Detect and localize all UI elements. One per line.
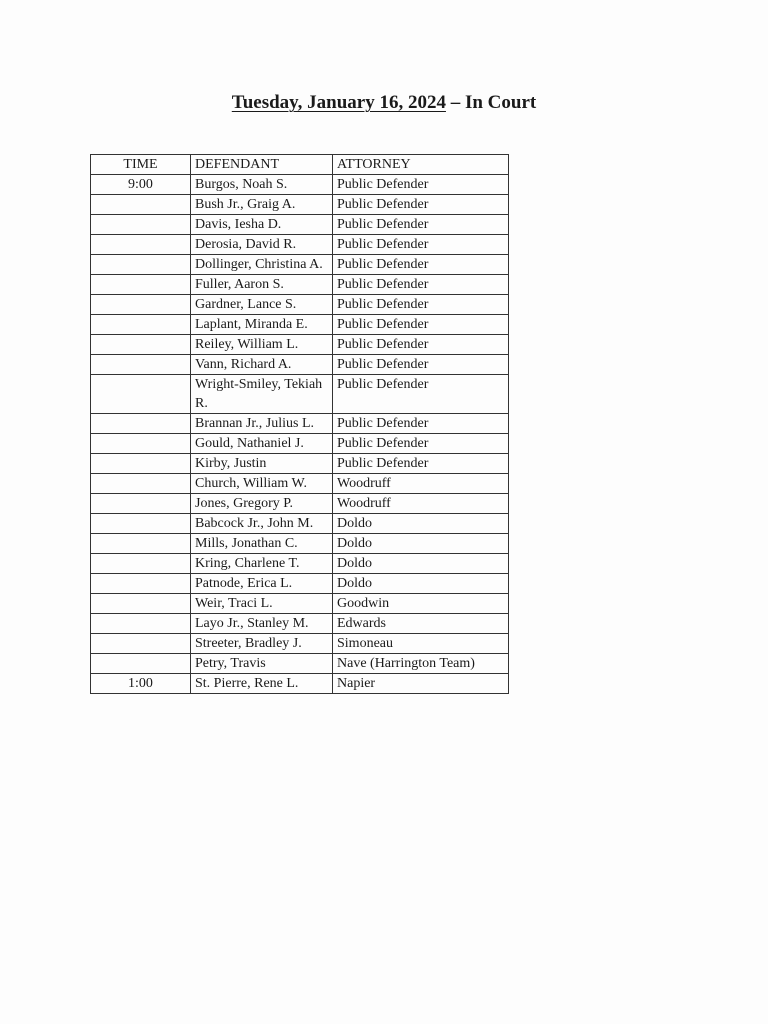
- table-header-row: [91, 155, 509, 175]
- court-schedule-table: [90, 154, 509, 694]
- defendant-cell: Vann, Richard A.: [191, 355, 333, 375]
- defendant-cell: Gould, Nathaniel J.: [191, 434, 333, 454]
- table-row: [91, 275, 509, 295]
- table-row: [91, 674, 509, 694]
- attorney-cell: Public Defender: [333, 195, 509, 215]
- defendant-cell: Streeter, Bradley J.: [191, 634, 333, 654]
- time-cell: [91, 195, 191, 215]
- defendant-cell: Fuller, Aaron S.: [191, 275, 333, 295]
- attorney-cell: Public Defender: [333, 315, 509, 335]
- header-attorney: ATTORNEY: [333, 155, 509, 175]
- attorney-cell: Public Defender: [333, 375, 509, 414]
- table-row: [91, 375, 509, 414]
- time-cell: [91, 295, 191, 315]
- table-row: [91, 215, 509, 235]
- attorney-cell: Woodruff: [333, 474, 509, 494]
- attorney-cell: Public Defender: [333, 434, 509, 454]
- defendant-cell: Kirby, Justin: [191, 454, 333, 474]
- defendant-cell: Brannan Jr., Julius L.: [191, 414, 333, 434]
- time-cell: [91, 275, 191, 295]
- table-row: [91, 295, 509, 315]
- table-row: [91, 634, 509, 654]
- page-title: [0, 92, 768, 114]
- table-row: [91, 474, 509, 494]
- attorney-cell: Public Defender: [333, 255, 509, 275]
- time-cell: [91, 594, 191, 614]
- attorney-cell: Public Defender: [333, 355, 509, 375]
- attorney-cell: Public Defender: [333, 175, 509, 195]
- attorney-cell: Woodruff: [333, 494, 509, 514]
- defendant-cell: Davis, Iesha D.: [191, 215, 333, 235]
- table-row: [91, 335, 509, 355]
- attorney-cell: Public Defender: [333, 295, 509, 315]
- attorney-cell: Doldo: [333, 554, 509, 574]
- defendant-cell: Derosia, David R.: [191, 235, 333, 255]
- table-row: [91, 494, 509, 514]
- table-row: [91, 574, 509, 594]
- defendant-cell: Layo Jr., Stanley M.: [191, 614, 333, 634]
- defendant-cell: Laplant, Miranda E.: [191, 315, 333, 335]
- time-cell: [91, 235, 191, 255]
- time-cell: 1:00: [91, 674, 191, 694]
- attorney-cell: Public Defender: [333, 335, 509, 355]
- defendant-cell: Jones, Gregory P.: [191, 494, 333, 514]
- defendant-cell: Mills, Jonathan C.: [191, 534, 333, 554]
- table-body: [91, 175, 509, 694]
- table-row: [91, 315, 509, 335]
- time-cell: [91, 514, 191, 534]
- time-cell: 9:00: [91, 175, 191, 195]
- defendant-cell: Church, William W.: [191, 474, 333, 494]
- defendant-cell: Reiley, William L.: [191, 335, 333, 355]
- table-row: [91, 235, 509, 255]
- attorney-cell: Doldo: [333, 574, 509, 594]
- table-row: [91, 654, 509, 674]
- table-row: [91, 594, 509, 614]
- attorney-cell: Public Defender: [333, 414, 509, 434]
- defendant-cell: Dollinger, Christina A.: [191, 255, 333, 275]
- time-cell: [91, 414, 191, 434]
- time-cell: [91, 355, 191, 375]
- time-cell: [91, 474, 191, 494]
- defendant-cell: Patnode, Erica L.: [191, 574, 333, 594]
- defendant-cell: St. Pierre, Rene L.: [191, 674, 333, 694]
- time-cell: [91, 614, 191, 634]
- table-row: [91, 195, 509, 215]
- defendant-cell: Gardner, Lance S.: [191, 295, 333, 315]
- time-cell: [91, 434, 191, 454]
- attorney-cell: Public Defender: [333, 235, 509, 255]
- title-date: Tuesday, January 16, 2024: [231, 92, 446, 113]
- attorney-cell: Public Defender: [333, 275, 509, 295]
- time-cell: [91, 554, 191, 574]
- time-cell: [91, 454, 191, 474]
- time-cell: [91, 375, 191, 414]
- defendant-cell: Bush Jr., Graig A.: [191, 195, 333, 215]
- defendant-cell: Petry, Travis: [191, 654, 333, 674]
- time-cell: [91, 335, 191, 355]
- title-suffix: – In Court: [445, 92, 537, 113]
- table-row: [91, 175, 509, 195]
- attorney-cell: Edwards: [333, 614, 509, 634]
- attorney-cell: Public Defender: [333, 454, 509, 474]
- table-row: [91, 554, 509, 574]
- table-row: [91, 534, 509, 554]
- table-row: [91, 514, 509, 534]
- header-time: TIME: [91, 155, 191, 175]
- defendant-cell: Kring, Charlene T.: [191, 554, 333, 574]
- time-cell: [91, 215, 191, 235]
- defendant-cell: Weir, Traci L.: [191, 594, 333, 614]
- time-cell: [91, 255, 191, 275]
- time-cell: [91, 654, 191, 674]
- attorney-cell: Public Defender: [333, 215, 509, 235]
- header-defendant: DEFENDANT: [191, 155, 333, 175]
- time-cell: [91, 634, 191, 654]
- attorney-cell: Simoneau: [333, 634, 509, 654]
- attorney-cell: Napier: [333, 674, 509, 694]
- table-row: [91, 454, 509, 474]
- table-row: [91, 614, 509, 634]
- attorney-cell: Nave (Harrington Team): [333, 654, 509, 674]
- defendant-cell: Burgos, Noah S.: [191, 175, 333, 195]
- table-row: [91, 355, 509, 375]
- time-cell: [91, 534, 191, 554]
- time-cell: [91, 574, 191, 594]
- time-cell: [91, 494, 191, 514]
- table-row: [91, 434, 509, 454]
- attorney-cell: Doldo: [333, 534, 509, 554]
- table-row: [91, 414, 509, 434]
- time-cell: [91, 315, 191, 335]
- attorney-cell: Goodwin: [333, 594, 509, 614]
- defendant-cell: Wright-Smiley, Tekiah R.: [191, 375, 333, 414]
- attorney-cell: Doldo: [333, 514, 509, 534]
- table-row: [91, 255, 509, 275]
- defendant-cell: Babcock Jr., John M.: [191, 514, 333, 534]
